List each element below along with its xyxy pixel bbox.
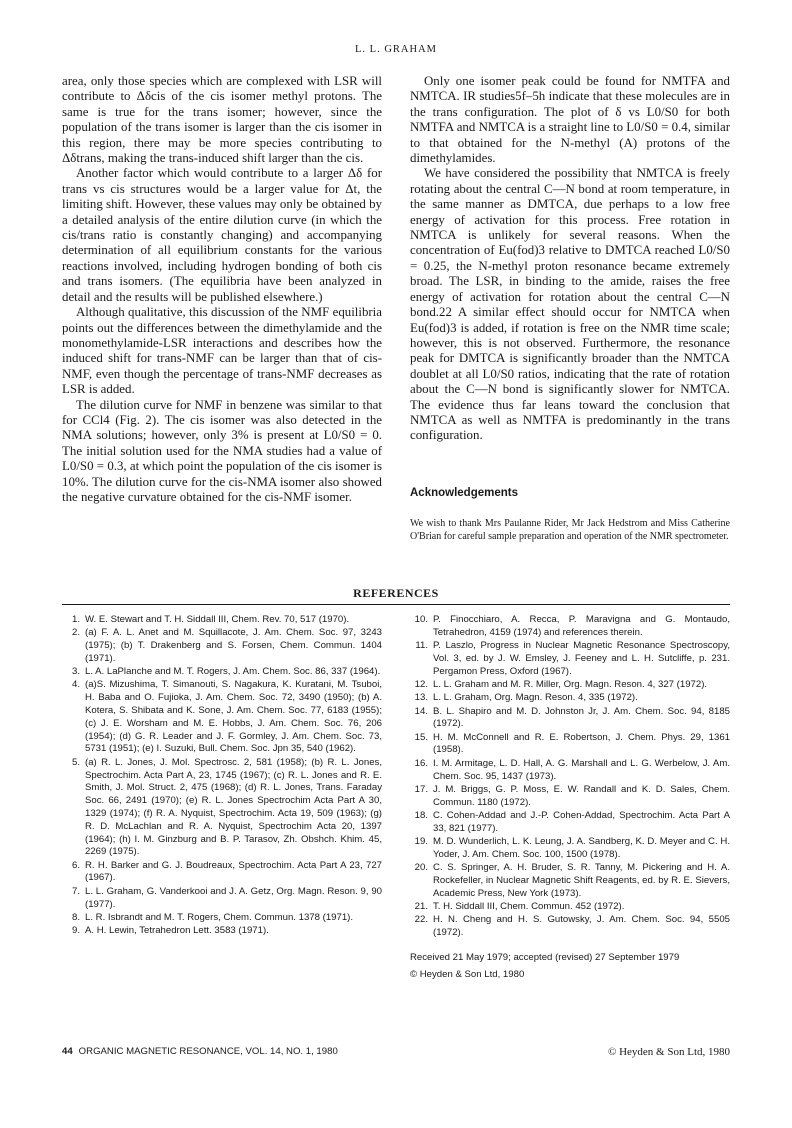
reference-item xyxy=(62,666,382,679)
reference-text: P. Laszlo, Progress in Nuclear Magnetic Resonance Spectroscopy, Vol. 3, ed. by J. W. Emsley, J. Feeney and L. H. Sutcliffe, p. 231. Pergamon Press, Oxford (1967). xyxy=(433,640,730,677)
reference-number: 5. xyxy=(71,756,80,768)
reference-text: H. M. McConnell and R. E. Robertson, J. Chem. Phys. 29, 1361 (1958). xyxy=(433,731,730,756)
reference-item xyxy=(62,627,382,665)
paragraph: Only one isomer peak could be found for NMTFA and NMTCA. IR studies5f–5h indicate that these molecules are in the trans configuration. The plot of δ vs L0/S0 for both NMTFA and NMTCA is a straight line to L0/S0 = 0.4, similar to that obtained for the N-methyl (A) protons of the dimethylamides. xyxy=(410,74,730,166)
reference-item xyxy=(62,860,382,886)
running-head: L. L. GRAHAM xyxy=(355,44,437,55)
reference-item xyxy=(410,732,730,758)
page-footer-copyright: © Heyden & Son Ltd, 1980 xyxy=(607,1046,730,1058)
reference-item xyxy=(410,914,730,940)
reference-item xyxy=(62,912,382,925)
reference-item xyxy=(410,640,730,678)
paragraph: area, only those species which are complexed with LSR will contribute to Δδcis of the cis isomer methyl protons. The same is true for the trans isomer; however, since the population of the trans isomer is larger than the cis isomer in this region, there may be more species contributing to Δδtrans, making the trans-induced shift larger than the cis. xyxy=(62,74,382,166)
page-footer-left xyxy=(62,1046,338,1057)
reference-text: L. L. Graham, G. Vanderkooi and J. A. Getz, Org. Magn. Reson. 9, 90 (1977). xyxy=(85,885,382,910)
reference-number: 3. xyxy=(71,666,80,678)
reference-text: W. E. Stewart and T. H. Siddall III, Chem. Rev. 70, 517 (1970). xyxy=(85,614,350,625)
reference-item xyxy=(410,706,730,732)
reference-text: C. Cohen-Addad and J.-P. Cohen-Addad, Spectrochim. Acta Part A 33, 821 (1977). xyxy=(433,809,730,834)
reference-item xyxy=(410,692,730,705)
received-dates: Received 21 May 1979; accepted (revised) 27 September 1979 xyxy=(410,951,680,963)
reference-number: 17. xyxy=(414,783,428,795)
reference-item xyxy=(410,679,730,692)
reference-number: 4. xyxy=(71,679,80,691)
reference-number: 2. xyxy=(71,627,80,639)
reference-text: C. S. Springer, A. H. Bruder, S. R. Tanny, M. Pickering and H. A. Rockefeller, in Nuclear Magnetic Shift Reagents, ed. by R. E. Sievers, Academic Press, New York (1973). xyxy=(433,862,730,899)
reference-number: 1. xyxy=(71,614,80,625)
page-number: 44 xyxy=(62,1046,73,1057)
reference-number: 15. xyxy=(414,731,428,743)
reference-number: 22. xyxy=(414,914,428,926)
reference-text: (a) F. A. L. Anet and M. Squillacote, J. Am. Chem. Soc. 97, 3243 (1975); (b) T. Drakenberg and S. Forsen, Chem. Commun. 1404 (1971). xyxy=(85,627,382,664)
reference-item xyxy=(410,901,730,914)
copyright-notice: © Heyden & Son Ltd, 1980 xyxy=(410,968,525,980)
paragraph: The dilution curve for NMF in benzene was similar to that for CCl4 (Fig. 2). The cis isomer was also detected in the NMA solutions; however, only 3% is present at L0/S0 = 0. The initial solution used for the NMA studies had a value of L0/S0 = 0.3, at which point the population of the cis isomer is 10%. The dilution curve for the cis-NMA isomer also showed the negative curvature obtained for the cis-NMF isomer. xyxy=(62,397,382,504)
reference-item xyxy=(62,679,382,756)
reference-text: L. A. LaPlanche and M. T. Rogers, J. Am. Chem. Soc. 86, 337 (1964). xyxy=(85,666,381,678)
reference-number: 8. xyxy=(71,911,80,923)
paragraph: Another factor which would contribute to a larger Δδ for trans vs cis structures would be a larger value for Δt, the limiting shift. However, these values may only be obtained by a detailed analysis of the entire dilution curve (in which the cis/trans ratio is constantly changing) and accompanying determination of all equilibrium constants for the various reactions involved, including hydrogen bonding of both cis and trans isomers. (The equilibria have been analyzed in detail and the results will be published elsewhere.) xyxy=(62,166,382,304)
reference-text: T. H. Siddall III, Chem. Commun. 452 (1972). xyxy=(433,901,625,913)
reference-text: L. L. Graham and M. R. Miller, Org. Magn. Reson. 4, 327 (1972). xyxy=(433,678,708,690)
body-column-left xyxy=(62,74,382,505)
reference-text: M. D. Wunderlich, L. K. Leung, J. A. Sandberg, K. D. Meyer and C. H. Yoder, J. Am. Chem. Soc. 100, 1500 (1978). xyxy=(433,836,730,860)
body-column-right xyxy=(410,74,730,543)
reference-text: P. Finocchiaro, A. Recca, P. Maravigna and G. Montaudo, Tetrahedron, 4159 (1974) and references therein. xyxy=(433,614,730,638)
reference-text: (a) R. L. Jones, J. Mol. Spectrosc. 2, 581 (1958); (b) R. L. Jones, Spectrochim. Acta Part A, 23, 1745 (1967); (c) R. L. Jones and R. E. Smith, J. Mol. Struct. 2, 475 (1968); (d) R. L. Jones, Trans. Faraday Soc. 66, 2491 (1970); (e) R. L. Jones Spectrochim Acta Part A 30, 1329 (1974); (f) R. A. Nyquist, Spectrochim. Acta 19, 509 (1963); (g) R. D. McLachlan and R. A. Nyquist, Spectrochim Acta 20, 1397 (1964); (h) I. M. Ginzburg and B. P. Tarasov, Zh. Obshch. Khim. 45, 2269 (1975). xyxy=(85,756,382,858)
reference-number: 16. xyxy=(414,757,428,769)
acknowledgements-heading: Acknowledgements xyxy=(410,486,518,499)
paragraph: Although qualitative, this discussion of the NMF equilibria points out the differences between the dimethylamide and the monomethylamide-LSR interactions and describes how the induced shift for trans-NMF can be larger than that of cis-NMF, even though the percentage of trans-NMF decreases as LSR is added. xyxy=(62,305,382,397)
reference-item xyxy=(62,757,382,859)
journal-citation: ORGANIC MAGNETIC RESONANCE, VOL. 14, NO. 1, 1980 xyxy=(78,1046,338,1057)
reference-item xyxy=(62,886,382,912)
reference-item xyxy=(410,862,730,900)
reference-item xyxy=(410,614,730,640)
reference-item xyxy=(410,758,730,784)
reference-number: 14. xyxy=(414,705,428,717)
reference-number: 12. xyxy=(414,678,428,690)
reference-text: L. R. Isbrandt and M. T. Rogers, Chem. Commun. 1378 (1971). xyxy=(85,911,354,923)
reference-number: 18. xyxy=(414,809,428,821)
reference-number: 19. xyxy=(414,836,428,848)
reference-text: A. H. Lewin, Tetrahedron Lett. 3583 (1971). xyxy=(85,925,269,937)
reference-item xyxy=(62,925,382,938)
reference-text: J. M. Briggs, G. P. Moss, E. W. Randall and K. D. Sales, Chem. Commun. 1180 (1972). xyxy=(433,783,730,808)
reference-number: 6. xyxy=(71,859,80,871)
reference-number: 9. xyxy=(71,925,80,937)
reference-item xyxy=(410,836,730,862)
reference-number: 7. xyxy=(71,885,80,897)
reference-text: I. M. Armitage, L. D. Hall, A. G. Marshall and L. G. Werbelow, J. Am. Chem. Soc. 95, 1437 (1973). xyxy=(433,757,730,782)
reference-text: B. L. Shapiro and M. D. Johnston Jr, J. Am. Chem. Soc. 94, 8185 (1972). xyxy=(433,705,730,730)
reference-text: (a)S. Mizushima, T. Simanouti, S. Nagakura, K. Kuratani, M. Tsuboi, H. Baba and O. Fujioka, J. Am. Chem. Soc. 72, 3490 (1950); (b) A. Kotera, S. Shibata and K. Sone, J. Am. Chem. Soc. 77, 6183 (1955); (c) J. E. Worsham and M. E. Hobbs, J. Am. Chem. Soc. 76, 206 (1954); (d) G. R. Leader and J. F. Gormley, J. Am. Chem. Soc. 73, 5731 (1951); (e) I. Suzuki, Bull. Chem. Soc. Jpn 35, 540 (1962). xyxy=(85,679,382,755)
paragraph: We have considered the possibility that NMTCA is freely rotating about the central C—N bond at room temperature, in the same manner as DMTCA, due perhaps to a low free energy of activation for this process. Free rotation in NMTCA is unlikely for several reasons. When the concentration of Eu(fod)3 relative to DMTCA reached L0/S0 = 0.25, the N-methyl proton resonance became extremely broad. The LSR, in binding to the amide, raises the free energy of activation for rotation about the central C—N bond.22 A similar effect should occur for NMTCA when Eu(fod)3 is added, if rotation is free on the NMR time scale; however, this is not observed. Furthermore, the resonance peak for DMTCA is significantly broader than the NMTCA doublet at all L0/S0 ratios, indicating that the rate of rotation about the C—N bond is significantly slower for NMTCA. The evidence thus far leans toward the conclusion that NMTCA as well as NMTFA is predominantly in the trans configuration. xyxy=(410,166,730,443)
reference-number: 20. xyxy=(414,862,428,874)
reference-item xyxy=(410,784,730,810)
reference-text: H. N. Cheng and H. S. Gutowsky, J. Am. Chem. Soc. 94, 5505 (1972). xyxy=(433,914,730,939)
reference-number: 10. xyxy=(414,614,428,625)
reference-item xyxy=(410,810,730,836)
acknowledgements-text: We wish to thank Mrs Paulanne Rider, Mr Jack Hedstrom and Miss Catherine O'Brian for careful sample preparation and operation of the NMR spectrometer. xyxy=(410,518,730,543)
reference-text: L. L. Graham, Org. Magn. Reson. 4, 335 (1972). xyxy=(433,692,638,704)
references-list-right xyxy=(410,614,730,982)
references-heading: REFERENCES xyxy=(353,586,439,600)
references-list-left xyxy=(62,614,382,938)
reference-number: 11. xyxy=(415,640,428,652)
reference-number: 13. xyxy=(414,692,428,704)
reference-text: R. H. Barker and G. J. Boudreaux, Spectrochim. Acta Part A 23, 727 (1967). xyxy=(85,859,382,884)
reference-item xyxy=(62,614,382,627)
reference-number: 21. xyxy=(414,901,428,913)
references-divider xyxy=(62,604,730,605)
